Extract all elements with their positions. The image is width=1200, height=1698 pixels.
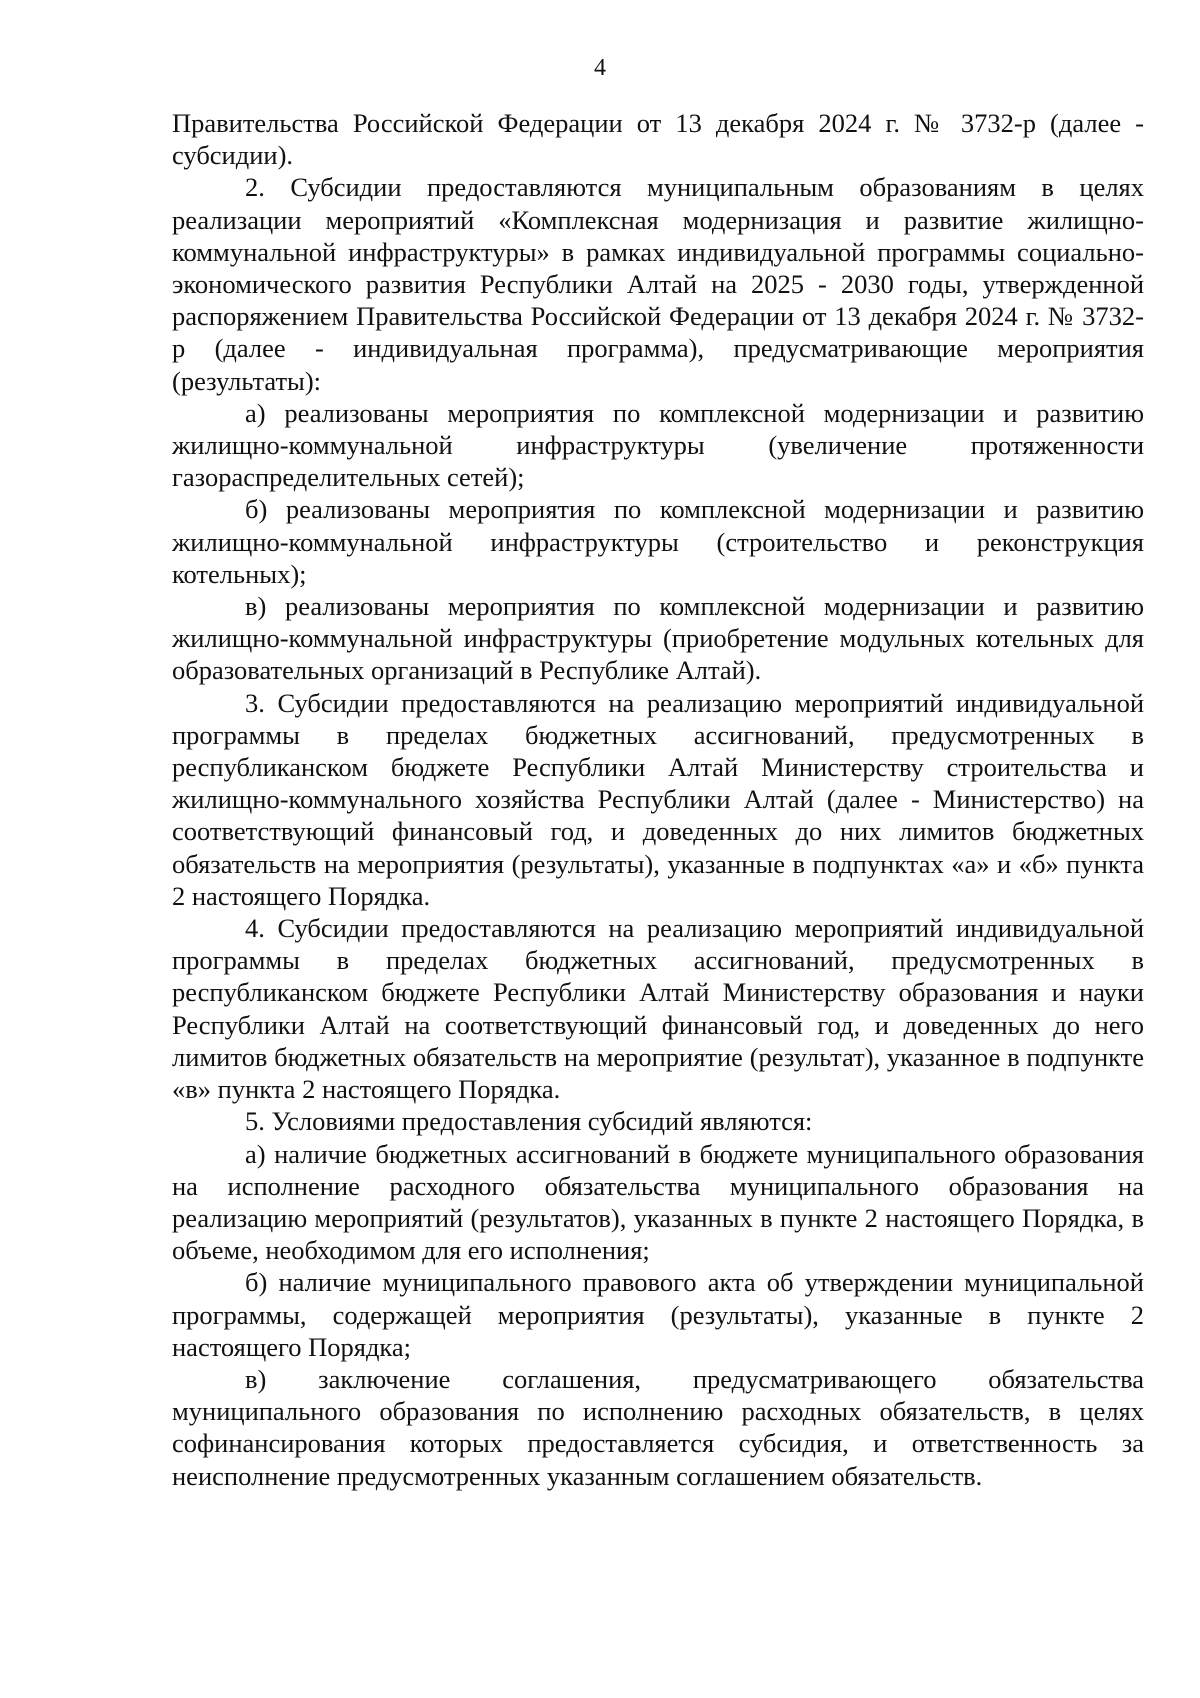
paragraph-item-2a: а) реализованы мероприятия по комплексной модернизации и развитию жилищно-коммунальной инфраструктуры (увеличение протяженности газораспределительных сетей); bbox=[172, 397, 1144, 493]
paragraph-item-2: 2. Субсидии предоставляются муниципальным образованиям в целях реализации мероприятий «Комплексная модернизация и развитие жилищно-коммунальной инфраструктуры» в рамках индивидуальной программы социально-экономического развития Республики Алтай на 2025 - 2030 годы, утвержденной распоряжением Правительства Российской Федерации от 13 декабря 2024 г. № 3732-р (далее - индивидуальная программа), предусматривающие мероприятия (результаты): bbox=[172, 172, 1144, 396]
page-number: 4 bbox=[594, 55, 606, 81]
paragraph-continuation: Правительства Российской Федерации от 13 декабря 2024 г. № 3732-р (далее - субсидии). bbox=[172, 108, 1144, 171]
paragraph-item-5: 5. Условиями предоставления субсидий являются: bbox=[245, 1106, 813, 1137]
paragraph-item-5a: а) наличие бюджетных ассигнований в бюджете муниципального образования на исполнение расходного обязательства муниципального образования на реализацию мероприятий (результатов), указанных в пункте 2 настоящего Порядка, в объеме, необходимом для его исполнения; bbox=[172, 1138, 1144, 1266]
paragraph-item-3: 3. Субсидии предоставляются на реализацию мероприятий индивидуальной программы в пределах бюджетных ассигнований, предусмотренных в республиканском бюджете Республики Алтай Министерству строительства и жилищно-коммунального хозяйства Республики Алтай (далее - Министерство) на соответствующий финансовый год, и доведенных до них лимитов бюджетных обязательств на мероприятия (результаты), указанные в подпунктах «а» и «б» пункта 2 настоящего Порядка. bbox=[172, 687, 1144, 911]
document-body bbox=[172, 107, 1144, 1492]
paragraph-item-5v: в) заключение соглашения, предусматривающего обязательства муниципального образования по исполнению расходных обязательств, в целях софинансирования которых предоставляется субсидия, и ответственность за неисполнение предусмотренных указанным соглашением обязательств. bbox=[172, 1363, 1144, 1491]
paragraph-item-4: 4. Субсидии предоставляются на реализацию мероприятий индивидуальной программы в пределах бюджетных ассигнований, предусмотренных в республиканском бюджете Республики Алтай Министерству образования и науки Республики Алтай на соответствующий финансовый год, и доведенных до него лимитов бюджетных обязательств на мероприятие (результат), указанное в подпункте «в» пункта 2 настоящего Порядка. bbox=[172, 913, 1144, 1105]
paragraph-item-2v: в) реализованы мероприятия по комплексной модернизации и развитию жилищно-коммунальной инфраструктуры (приобретение модульных котельных для образовательных организаций в Республике Алтай). bbox=[172, 591, 1144, 686]
paragraph-item-2b: б) реализованы мероприятия по комплексной модернизации и развитию жилищно-коммунальной инфраструктуры (строительство и реконструкция котельных); bbox=[172, 494, 1144, 589]
paragraph-item-5b: б) наличие муниципального правового акта об утверждении муниципальной программы, содержащей мероприятия (результаты), указанные в пункте 2 настоящего Порядка; bbox=[172, 1267, 1144, 1362]
